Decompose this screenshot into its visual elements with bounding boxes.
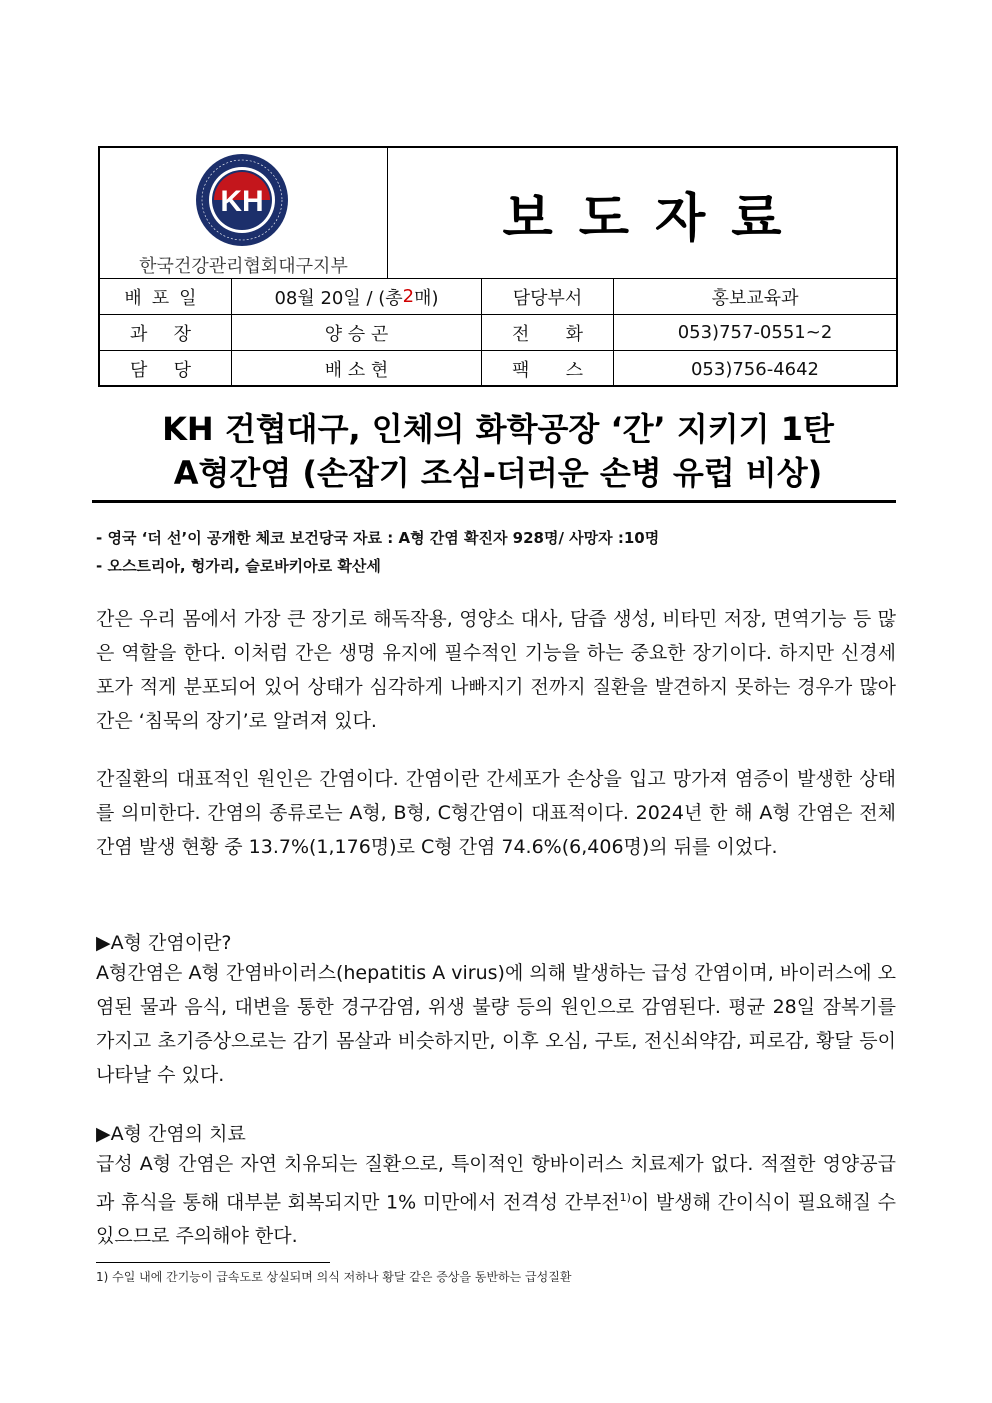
headline-divider xyxy=(92,500,896,503)
headline-line-2: A형간염 (손잡기 조심-더러운 손병 유럽 비상) xyxy=(173,454,823,492)
press-release-title: 보도자료 xyxy=(502,188,808,249)
info-row-contact xyxy=(100,351,896,387)
value-dept: 홍보교육과 xyxy=(711,287,799,309)
summary-bullets xyxy=(96,524,659,580)
paragraph-intro: 간은 우리 몸에서 가장 큰 장기로 해독작용, 영양소 대사, 담즙 생성, 비타민 저장, 면역기능 등 많은 역할을 한다. 이처럼 간은 생명 유지에 필수적인 기능을 하는 중요한 장기이다. 하지만 신경세포가 적게 분포되어 있어 상태가 심각하게 나빠지기 전까지 질환을 발견하지 못하는 경우가 많아 간은 ‘침묵의 장기’로 알려져 있다. xyxy=(96,608,896,732)
svg-text:KH: KH xyxy=(220,185,264,218)
value-date: 08월 20일 / (총 2 매) xyxy=(232,279,482,314)
footnote-text: 1) 수일 내에 간기능이 급속도로 상실되며 의식 저하나 황달 같은 증상을 동반하는 급성질환 xyxy=(96,1270,572,1284)
section-heading-treatment: ▶A형 간염의 치료 xyxy=(96,1123,246,1145)
paragraph-treatment: 급성 A형 간염은 자연 치유되는 질환으로, 특이적인 항바이러스 치료제가 없다. 적절한 영양공급과 휴식을 통해 대부분 회복되지만 1% 미만에서 전격성 간부전$^{1)}$이 발생해 간이식이 필요해질 수 있으므로 주의해야 한다. xyxy=(96,1153,896,1248)
label-phone: 전 화 xyxy=(482,315,614,350)
label-fax: 팩 스 xyxy=(482,351,614,387)
section-heading-what-is: ▶A형 간염이란? xyxy=(96,932,232,954)
bullet-item: - 영국 ‘더 선’이 공개한 체코 보건당국 자료 : A형 간염 확진자 928명/ 사망자 :10명 xyxy=(96,529,660,547)
label-dept: 담당부서 xyxy=(482,279,614,314)
label-date: 배포일 xyxy=(100,279,232,314)
logo-cell xyxy=(100,148,388,279)
value-fax: 053)756-4642 xyxy=(690,358,820,380)
title-cell xyxy=(388,148,896,279)
footnote-ref: 1) xyxy=(619,1191,631,1204)
kh-logo xyxy=(195,153,289,247)
press-header-table xyxy=(98,146,898,387)
headline-line-1: KH 건협대구, 인체의 화학공장 ‘간’ 지키기 1탄 xyxy=(162,410,834,448)
value-contact: 배 소 현 xyxy=(232,351,482,387)
info-row-date xyxy=(100,279,896,315)
page-count: 2 xyxy=(402,286,415,307)
value-manager: 양 승 곤 xyxy=(232,315,482,350)
org-name: 한국건강관리협회대구지부 xyxy=(139,256,348,277)
bullet-item: - 오스트리아, 헝가리, 슬로바키아로 확산세 xyxy=(96,557,381,575)
label-contact: 담 당 xyxy=(100,351,232,387)
info-row-manager xyxy=(100,315,896,351)
paragraph-what-is: A형간염은 A형 간염바이러스(hepatitis A virus)에 의해 발생하는 급성 간염이며, 바이러스에 오염된 물과 음식, 대변을 통한 경구감염, 위생 불량 등의 원인으로 감염된다. 평균 28일 잠복기를 가지고 초기증상으로는 감기 몸살과 비슷하지만, 이후 오심, 구토, 전신쇠약감, 피로감, 황달 등이 나타날 수 있다. xyxy=(96,962,896,1086)
value-phone: 053)757-0551~2 xyxy=(677,322,833,343)
footnote-divider xyxy=(96,1262,330,1263)
paragraph-hepatitis: 간질환의 대표적인 원인은 간염이다. 간염이란 간세포가 손상을 입고 망가져 염증이 발생한 상태를 의미한다. 간염의 종류로는 A형, B형, C형간염이 대표적이다. 2024년 한 해 A형 간염은 전체 간염 발생 현황 중 13.7%(1,176명)로 C형 간염 74.6%(6,406명)의 뒤를 이었다. xyxy=(96,768,896,858)
label-manager: 과 장 xyxy=(100,315,232,350)
